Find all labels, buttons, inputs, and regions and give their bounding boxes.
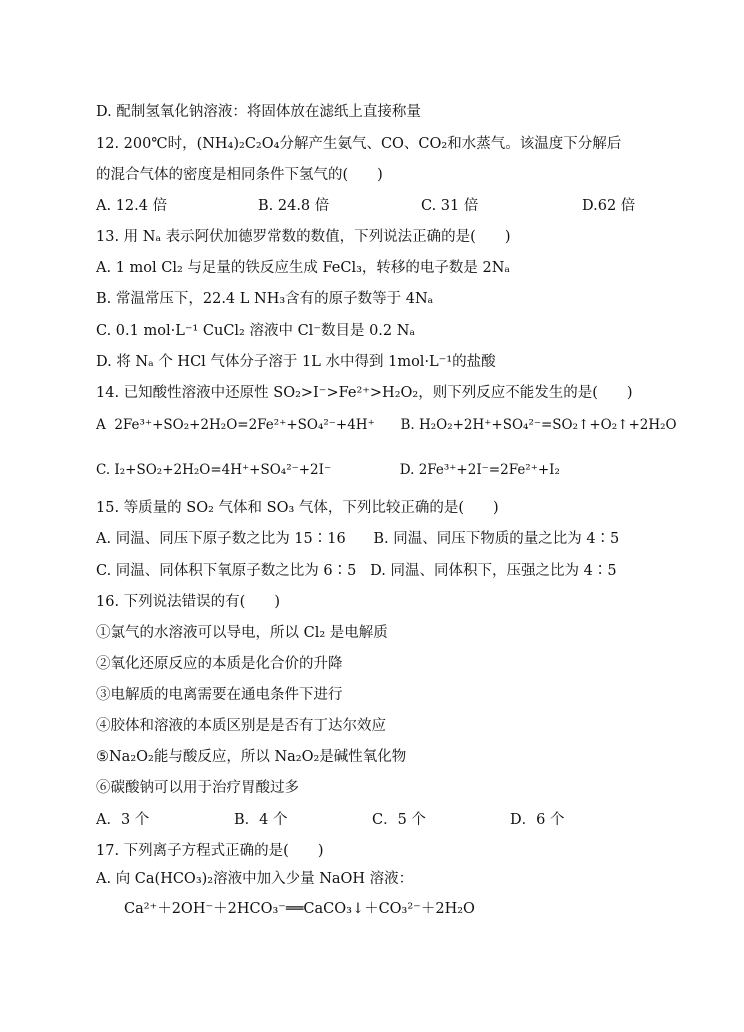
line-18: ③电解质的电离需要在通电条件下进行: [96, 687, 343, 703]
q12-option-b: B. 24.8 倍: [258, 198, 330, 214]
line-22: 17. 下列离子方程式正确的是( ): [96, 843, 324, 859]
line-9: 14. 已知酸性溶液中还原性 SO₂>I⁻>Fe²⁺>H₂O₂，则下列反应不能发生的是( ): [96, 385, 633, 401]
line-5: A. 1 mol Cl₂ 与足量的铁反应生成 FeCl₃，转移的电子数是 2Nₐ: [96, 260, 511, 276]
q12-option-c: C. 31 倍: [421, 198, 479, 214]
q12-option-a: A. 12.4 倍: [96, 198, 168, 214]
line-19: ④胶体和溶液的本质区别是是否有丁达尔效应: [96, 718, 386, 734]
line-4: 13. 用 Nₐ 表示阿伏加德罗常数的数值，下列说法正确的是( ): [96, 229, 511, 245]
line-3: 的混合气体的密度是相同条件下氢气的( ): [96, 167, 383, 183]
q16-option-b: B．4 个: [234, 812, 288, 828]
line-8: D. 将 Nₐ 个 HCl 气体分子溶于 1L 水中得到 1mol·L⁻¹的盐酸: [96, 354, 496, 370]
line-13: A. 同温、同压下原子数之比为 15∶16 B. 同温、同压下物质的量之比为 4∶5: [96, 531, 620, 547]
line-1: D. 配制氢氧化钠溶液：将固体放在滤纸上直接称量: [96, 104, 421, 120]
line-14: C. 同温、同体积下氧原子数之比为 6∶5 D. 同温、同体积下，压强之比为 4∶5: [96, 563, 617, 579]
line-23: A. 向 Ca(HCO₃)₂溶液中加入少量 NaOH 溶液：: [96, 871, 414, 887]
q16-option-a: A．3 个: [96, 812, 150, 828]
line-21: ⑥碳酸钠可以用于治疗胃酸过多: [96, 780, 299, 796]
line-12: 15. 等质量的 SO₂ 气体和 SO₃ 气体，下列比较正确的是( ): [96, 500, 499, 516]
q12-option-d: D.62 倍: [582, 198, 636, 214]
equation: Ca²⁺＋2OH⁻＋2HCO₃⁻══CaCO₃↓＋CO₃²⁻＋2H₂O: [124, 901, 475, 917]
line-2: 12. 200℃时，(NH₄)₂C₂O₄分解产生氨气、CO、CO₂和水蒸气。该温度下分解后: [96, 136, 622, 152]
line-15: 16. 下列说法错误的有( ): [96, 594, 280, 610]
line-16: ①氯气的水溶液可以导电，所以 Cl₂ 是电解质: [96, 625, 388, 641]
line-20: ⑤Na₂O₂能与酸反应，所以 Na₂O₂是碱性氧化物: [96, 749, 407, 765]
line-11: C. I₂+SO₂+2H₂O=4H⁺+SO₄²⁻+2I⁻ D. 2Fe³⁺+2I⁻=2Fe²⁺+I₂: [96, 462, 560, 478]
q16-option-c: C．5 个: [372, 812, 426, 828]
line-17: ②氧化还原反应的本质是化合价的升降: [96, 656, 343, 672]
line-6: B. 常温常压下，22.4 L NH₃含有的原子数等于 4Nₐ: [96, 291, 434, 307]
line-10: A 2Fe³⁺+SO₂+2H₂O=2Fe²⁺+SO₄²⁻+4H⁺ B. H₂O₂+2H⁺+SO₄²⁻=SO₂↑+O₂↑+2H₂O: [96, 417, 677, 433]
q16-option-d: D．6 个: [510, 812, 565, 828]
line-7: C. 0.1 mol·L⁻¹ CuCl₂ 溶液中 Cl⁻数目是 0.2 Nₐ: [96, 323, 416, 339]
